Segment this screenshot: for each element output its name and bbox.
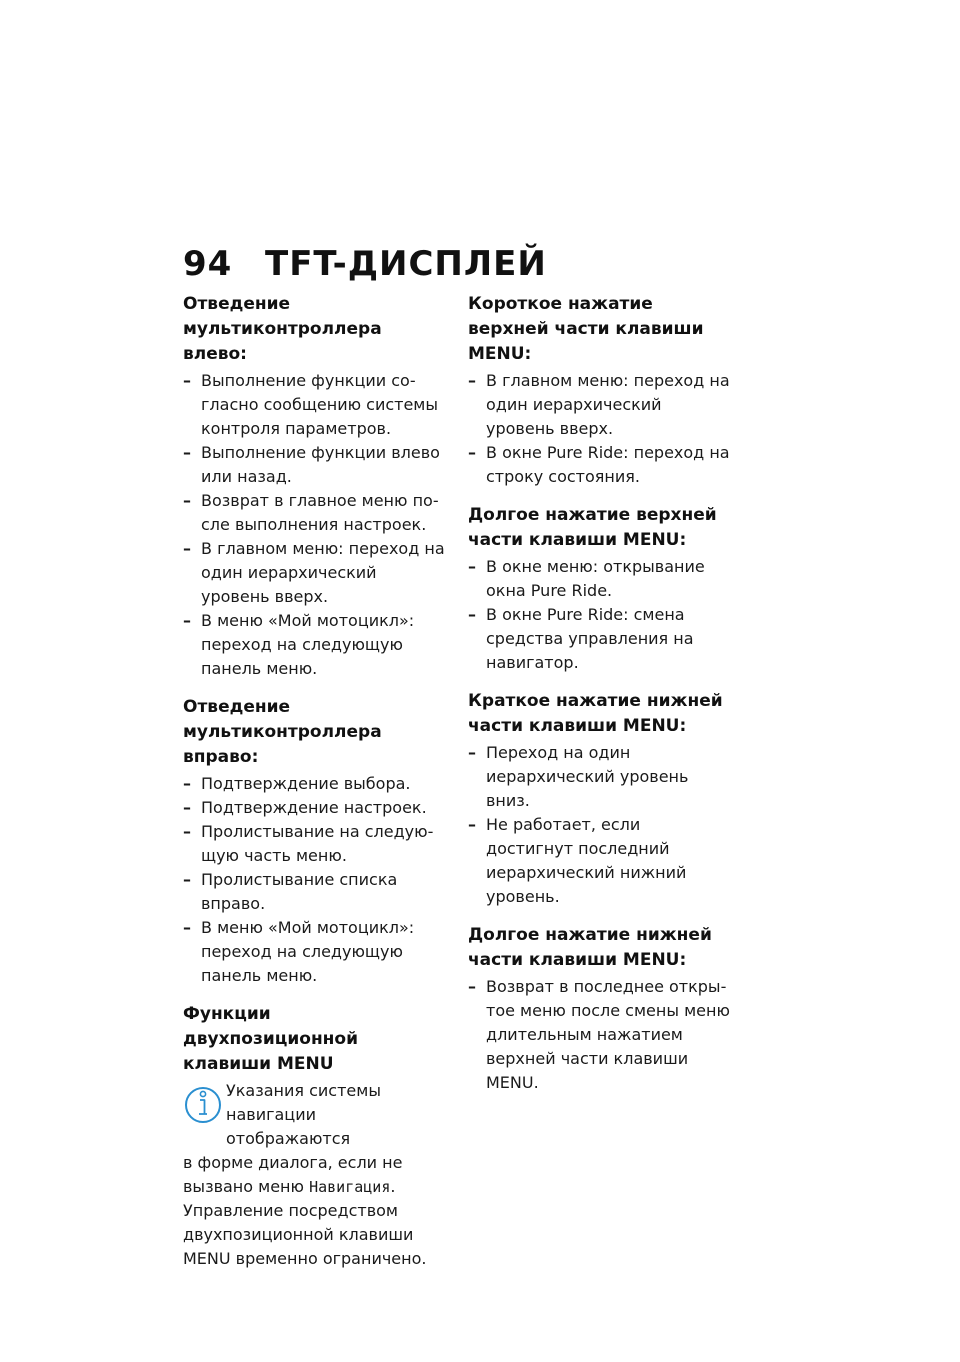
list-item: – В окне Pure Ride: смена средства управления на навигатор. xyxy=(468,603,730,675)
page-header xyxy=(183,244,547,284)
bullet-list xyxy=(468,555,730,675)
page-number: 94 xyxy=(183,244,233,284)
bullet-list xyxy=(468,975,730,1095)
section-long-press-bottom xyxy=(468,923,730,1095)
info-note xyxy=(183,1079,445,1271)
list-item: – Возврат в главное меню после выполнения настроек. xyxy=(183,489,445,537)
section-short-press-bottom xyxy=(468,689,730,909)
note-text: в форме диалога, если не вызвано меню Навигация. xyxy=(183,1153,403,1196)
list-item: – Пролистывание на следующую часть меню. xyxy=(183,820,445,868)
section-title: Долгое нажатие нижней части клавиши MENU: xyxy=(468,925,712,970)
section-title: Отведение мультиконтроллера влево: xyxy=(183,294,382,364)
menu-name-navigation: Навигация xyxy=(309,1178,391,1196)
list-item: – Не работает, если достигнут последний иерархический нижний уровень. xyxy=(468,813,730,909)
list-item: – В окне меню: открывание окна Pure Ride. xyxy=(468,555,730,603)
section-short-press-top xyxy=(468,292,730,489)
section-mc-left xyxy=(183,292,445,681)
list-item: – Подтверждение выбора. xyxy=(183,772,445,796)
list-item: – Выполнение функции согласно сообщению системы контроля параметров. xyxy=(183,369,445,441)
section-title: Короткое нажатие верхней части клавиши MENU: xyxy=(468,294,704,364)
info-icon xyxy=(183,1081,223,1129)
bullet-list xyxy=(183,772,445,988)
list-item: – Переход на один иерархический уровень вниз. xyxy=(468,741,730,813)
section-title: Отведение мультиконтроллера вправо: xyxy=(183,697,382,767)
section-mc-right xyxy=(183,695,445,988)
left-column xyxy=(183,292,445,1285)
list-item: – Возврат в последнее открытое меню после смены меню длительным нажатием верхней части клавиши MENU. xyxy=(468,975,730,1095)
bullet-list xyxy=(468,741,730,909)
bullet-list xyxy=(183,369,445,681)
right-column xyxy=(468,292,730,1109)
section-title: Краткое нажатие нижней части клавиши MENU: xyxy=(468,691,723,736)
page-title: TFT-ДИСПЛЕЙ xyxy=(265,244,547,284)
section-title: Долгое нажатие верхней части клавиши MENU: xyxy=(468,505,717,550)
note-head-text: Указания системы навигации отображаются xyxy=(226,1081,381,1148)
list-item: – Выполнение функции влево или назад. xyxy=(183,441,445,489)
list-item: – В окне Pure Ride: переход на строку состояния. xyxy=(468,441,730,489)
note-paragraph: Управление посредством двухпозиционной клавиши MENU временно ограничено. xyxy=(183,1201,427,1268)
section-title: Функции двухпозиционной клавиши MENU xyxy=(183,1004,359,1074)
list-item: – В меню «Мой мотоцикл»: переход на следующую панель меню. xyxy=(183,916,445,988)
section-long-press-top xyxy=(468,503,730,675)
list-item: – Пролистывание списка вправо. xyxy=(183,868,445,916)
list-item: – В меню «Мой мотоцикл»: переход на следующую панель меню. xyxy=(183,609,445,681)
list-item: – Подтверждение настроек. xyxy=(183,796,445,820)
bullet-list xyxy=(468,369,730,489)
list-item: – В главном меню: переход на один иерархический уровень вверх. xyxy=(468,369,730,441)
list-item: – В главном меню: переход на один иерархический уровень вверх. xyxy=(183,537,445,609)
section-menu-key-functions xyxy=(183,1002,445,1271)
